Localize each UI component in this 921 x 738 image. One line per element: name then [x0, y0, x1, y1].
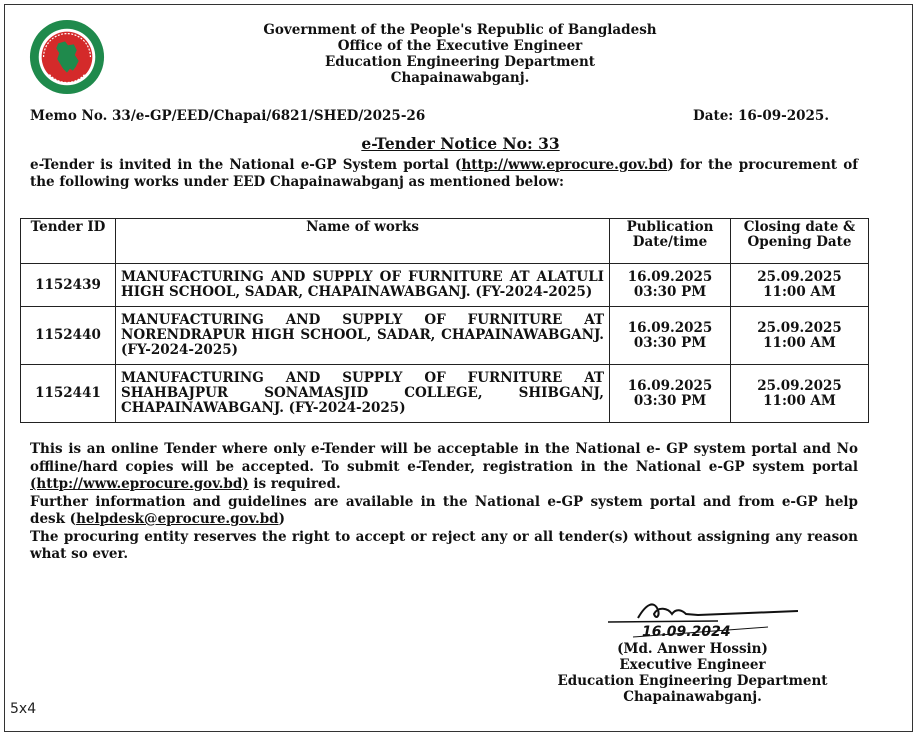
header-closing: Closing date & Opening Date — [731, 219, 869, 264]
corner-size-label: 5x4 — [10, 701, 37, 717]
publication-date: 16.09.2025 — [627, 319, 713, 336]
table-row — [21, 264, 869, 307]
memo-number: Memo No. 33/e-GP/EED/Chapai/6821/SHED/2025-26 — [30, 108, 426, 124]
closing-time: 11:00 AM — [763, 334, 836, 351]
government-seal-logo — [28, 18, 106, 96]
publication-date: 16.09.2025 — [627, 269, 713, 285]
memo-date: Date: 16-09-2025. — [693, 108, 830, 124]
closing-date: 25.09.2025 — [757, 269, 842, 285]
tender-id: 1152439 — [21, 264, 116, 307]
publication-datetime — [610, 365, 731, 423]
terms-paragraph-online — [30, 441, 858, 494]
tender-id: 1152440 — [21, 307, 116, 365]
terms-p1-after: is required. — [248, 476, 341, 492]
header-department: Education Engineering Department — [324, 54, 595, 70]
terms-paragraph-rights: The procuring entity reserves the right to accept or reject any or all tender(s) without assigning any reason what so ever. — [30, 528, 858, 562]
header-office: Office of the Executive Engineer — [337, 38, 583, 54]
signer-title: Executive Engineer — [619, 657, 766, 673]
closing-time: 11:00 AM — [763, 284, 836, 300]
eprocure-link-2[interactable]: (http://www.eprocure.gov.bd) — [30, 476, 249, 492]
signer-department: Education Engineering Department — [557, 673, 828, 689]
intro-text-after: ) for the procurement of the following works under EED Chapainawabganj as mentioned below: — [30, 157, 859, 190]
table-row — [21, 307, 869, 365]
signer-place: Chapainawabganj. — [623, 689, 762, 705]
signature-date: 16.09.2024 — [642, 624, 731, 638]
publication-datetime — [610, 264, 731, 307]
signer-name: (Md. Anwer Hossin) — [617, 641, 768, 657]
work-name: MANUFACTURING AND SUPPLY OF FURNITURE AT ALATULI HIGH SCHOOL, SADAR, CHAPAINAWABGANJ. (FY-2024-2025) — [116, 264, 610, 307]
closing-datetime — [731, 307, 869, 365]
tender-id: 1152441 — [21, 365, 116, 423]
closing-date: 25.09.2025 — [757, 319, 842, 336]
eprocure-link[interactable]: http://www.eprocure.gov.bd — [461, 157, 668, 173]
terms-p1-before: This is an online Tender where only e-Tender will be acceptable in the National e- GP system portal and No offline/hard copies will be accepted. To submit e-Tender, registration in the National e-GP system portal — [30, 441, 858, 475]
office-header — [160, 22, 760, 86]
publication-time: 03:30 PM — [633, 284, 707, 300]
handwritten-signature — [598, 596, 798, 638]
work-name: MANUFACTURING AND SUPPLY OF FURNITURE AT SHAHBAJPUR SONAMASJID COLLEGE, SHIBGANJ, CHAPAINAWABGANJ. (FY-2024-2025) — [116, 365, 610, 423]
closing-date: 25.09.2025 — [757, 377, 842, 394]
notice-title: e-Tender Notice No: 33 — [361, 134, 560, 153]
terms-paragraph-helpdesk — [30, 494, 858, 529]
terms-p2-after: ) — [278, 511, 286, 527]
publication-time: 03:30 PM — [633, 334, 707, 351]
header-district: Chapainawabganj. — [390, 70, 530, 86]
tender-table — [20, 218, 869, 423]
closing-datetime — [731, 264, 869, 307]
publication-time: 03:30 PM — [633, 392, 707, 409]
publication-datetime — [610, 307, 731, 365]
intro-paragraph — [30, 157, 858, 191]
closing-time: 11:00 AM — [763, 392, 836, 409]
terms-p2-before: Further information and guidelines are available in the National e-GP system portal and from e-GP help desk ( — [30, 493, 858, 527]
terms-text — [30, 441, 858, 564]
table-row — [21, 365, 869, 423]
publication-date: 16.09.2025 — [627, 377, 713, 394]
header-publication: Publication Date/time — [610, 219, 731, 264]
header-name-of-works: Name of works — [116, 219, 610, 264]
intro-text-before: e-Tender is invited in the National e-GP System portal ( — [30, 157, 462, 173]
table-header-row — [21, 219, 869, 264]
signer-block — [530, 641, 855, 705]
helpdesk-email-link[interactable]: helpdesk@eprocure.gov.bd — [76, 511, 279, 527]
closing-datetime — [731, 365, 869, 423]
header-tender-id: Tender ID — [21, 219, 116, 264]
work-name: MANUFACTURING AND SUPPLY OF FURNITURE AT NORENDRAPUR HIGH SCHOOL, SADAR, CHAPAINAWABGANJ. (FY-2024-2025) — [116, 307, 610, 365]
header-government: Government of the People's Republic of Bangladesh — [263, 22, 657, 38]
